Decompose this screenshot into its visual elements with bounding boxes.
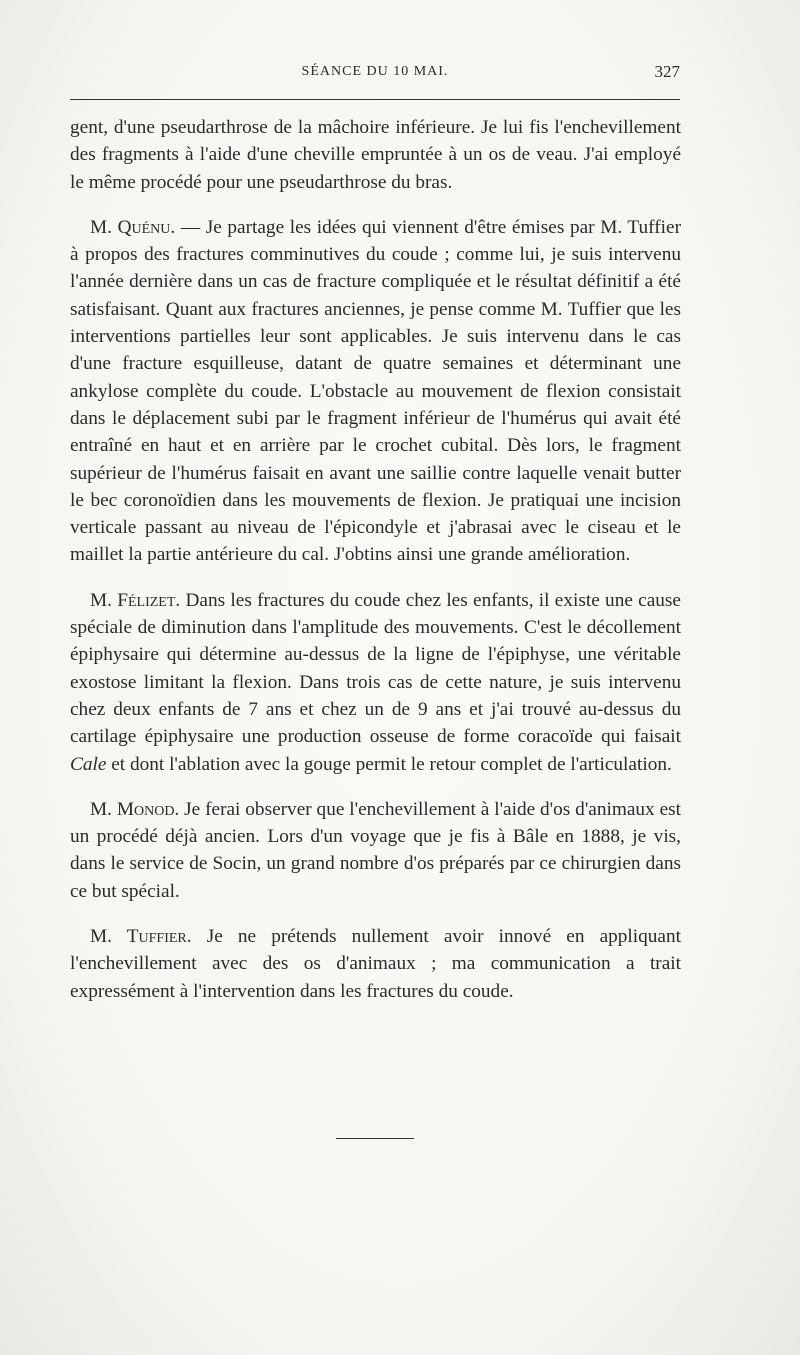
- paragraph-quenu: [70, 214, 681, 569]
- paragraph-text: Dans les fractures du coude chez les enfants, il existe une cause spéciale de diminution dans l'amplitude des mouvements. C'est le décollement épiphysaire qui détermine au-dessus de la ligne de l'épiphyse, une véritable exostose limitant la flexion. Dans trois cas de cette nature, je suis intervenu chez deux enfants de 7 ans et chez un de 9 ans et j'ai trouvé au-dessus du cartilage épiphysaire une production osseuse de forme coracoïde qui faisait: [70, 589, 681, 748]
- paragraph-text: Je ferai observer que l'enchevillement à l'aide d'os d'animaux est un procédé déjà ancien. Lors d'un voyage que je fis à Bâle en 1888, je vis, dans le service de Socin, un grand nombre d'os préparés par ce chirurgien dans ce but spécial.: [70, 798, 681, 902]
- paragraph-text: gent, d'une pseudarthrose de la mâchoire inférieure. Je lui fis l'enchevillement des fragments à l'aide d'une cheville empruntée à un os de veau. J'ai employé le même procédé pour une pseudarthrose du bras.: [70, 117, 681, 193]
- paragraph-tuffier: [70, 923, 681, 1005]
- paragraph-felizet: [70, 587, 681, 778]
- paragraph-text: — Je partage les idées qui viennent d'être émises par M. Tuffier à propos des fractures comminutives du coude ; comme lui, je suis intervenu l'année dernière dans un cas de fracture compliquée et le résultat définitif a été satisfaisant. Quant aux fractures anciennes, je pense comme M. Tuffier que les interventions partielles leur sont applicables. Je suis intervenu dans le cas d'une fracture esquilleuse, datant de quatre semaines et déterminant une ankylose complète du coude. L'obstacle au mouvement de flexion consistait dans le déplacement subi par le fragment inférieur de l'humérus qui avait été entraîné en haut et en arrière par le crochet cubital. Dès lors, le fragment supérieur de l'humérus faisait en avant une saillie contre laquelle venait butter le bec coronoïdien dans les mouvements de flexion. Je pratiquai une incision verticale passant au niveau de l'épicondyle et j'abrasai avec le ciseau et le maillet la partie antérieure du cal. J'obtins ainsi une grande amélioration.: [70, 216, 681, 566]
- speaker-name: M. Monod.: [90, 798, 180, 820]
- page-header: [70, 64, 680, 92]
- running-title: SÉANCE DU 10 MAI.: [301, 64, 449, 79]
- speaker-name: M. Quénu.: [90, 216, 176, 238]
- section-end-rule: [336, 1138, 414, 1139]
- italic-word: Cale: [70, 753, 107, 775]
- paragraph-text: Je ne prétends nullement avoir innové en appliquant l'enchevillement avec des os d'animaux ; ma communication a trait expressément à l'intervention dans les fractures du coude.: [70, 926, 681, 1002]
- header-rule: [70, 99, 680, 100]
- paragraph-text-end: et dont l'ablation avec la gouge permit le retour complet de l'articulation.: [106, 753, 672, 775]
- speaker-name: M. Tuffier.: [90, 926, 192, 948]
- speaker-name: M. Félizet.: [90, 589, 181, 611]
- paragraph-continuation: [70, 114, 681, 196]
- body-text: [70, 114, 681, 1005]
- paragraph-monod: [70, 796, 681, 905]
- page-number: 327: [654, 62, 680, 81]
